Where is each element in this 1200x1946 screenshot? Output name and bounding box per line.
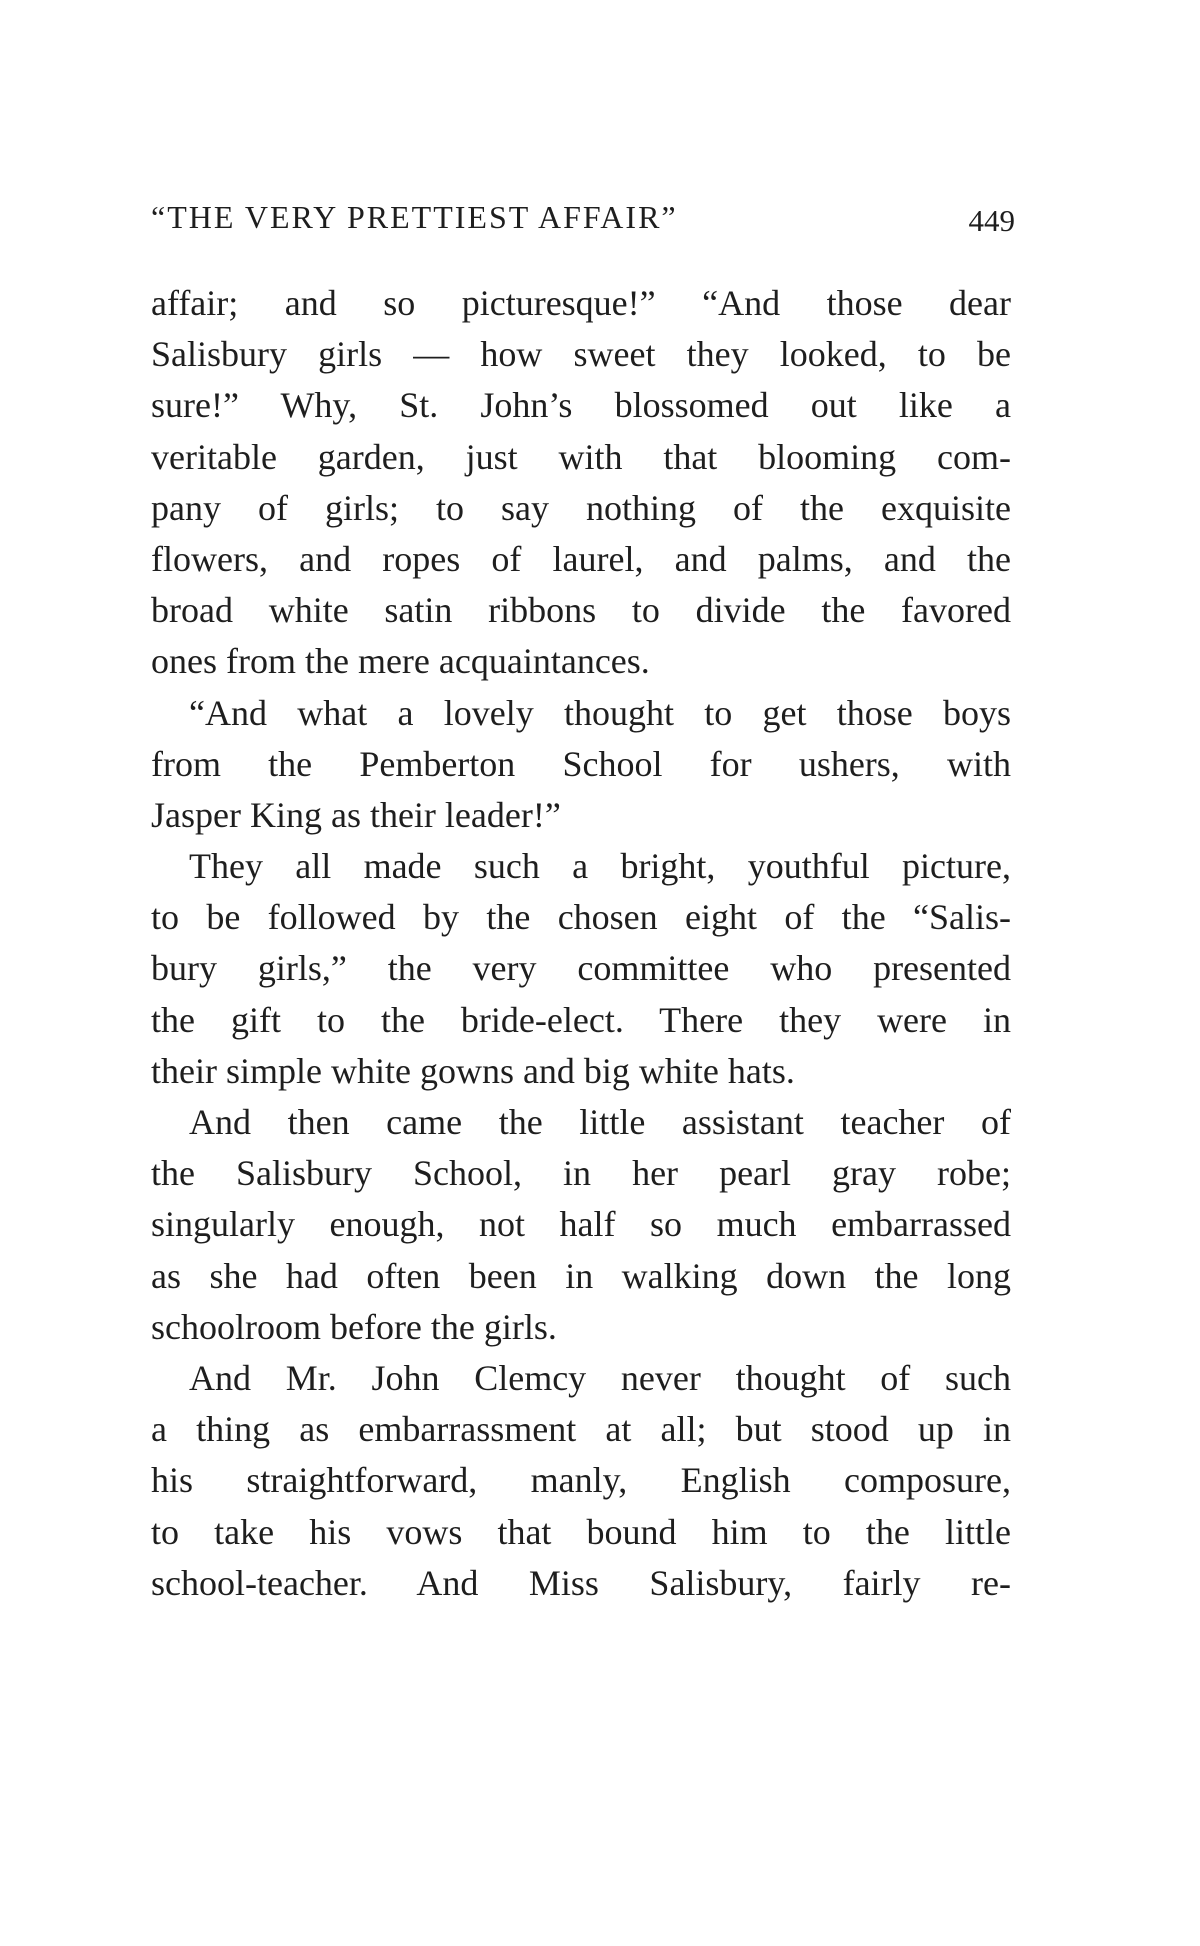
text-line: ones from the mere acquaintances. bbox=[151, 641, 650, 682]
text-line: “And what a lovely thought to get those boys bbox=[189, 692, 1011, 733]
text-line: affair; and so picturesque!” “And those dear bbox=[151, 283, 1011, 323]
text-line: the gift to the bride-elect. There they were in bbox=[151, 999, 1011, 1040]
text-line: from the Pemberton School for ushers, with bbox=[151, 743, 1011, 784]
text-line: sure!” Why, St. John’s blossomed out like a bbox=[151, 385, 1011, 426]
text-line: And then came the little assistant teacher of bbox=[189, 1102, 1011, 1142]
body-text bbox=[151, 278, 1011, 1609]
text-line: And Mr. John Clemcy never thought of such bbox=[189, 1357, 1011, 1398]
text-line: Salisbury girls — how sweet they looked, to be bbox=[151, 334, 1011, 375]
text-line: veritable garden, just with that blooming com- bbox=[151, 436, 1011, 477]
text-line: to be followed by the chosen eight of the “Salis- bbox=[151, 897, 1011, 938]
text-line: singularly enough, not half so much embarrassed bbox=[151, 1204, 1011, 1245]
text-line: bury girls,” the very committee who presented bbox=[151, 948, 1011, 989]
text-line: as she had often been in walking down the long bbox=[151, 1255, 1011, 1296]
text-line: school-teacher. And Miss Salisbury, fairly re- bbox=[151, 1562, 1011, 1603]
page-number: 449 bbox=[968, 203, 1015, 238]
text-line: Jasper King as their leader!” bbox=[151, 794, 561, 835]
text-line: a thing as embarrassment at all; but stood up in bbox=[151, 1409, 1011, 1450]
text-line: their simple white gowns and big white hats. bbox=[151, 1050, 795, 1091]
text-line: the Salisbury School, in her pearl gray robe; bbox=[151, 1153, 1011, 1194]
running-head bbox=[151, 193, 1015, 241]
text-line: They all made such a bright, youthful picture, bbox=[189, 846, 1011, 887]
text-line: pany of girls; to say nothing of the exquisite bbox=[151, 487, 1011, 528]
text-line: to take his vows that bound him to the little bbox=[151, 1511, 1011, 1552]
text-line: flowers, and ropes of laurel, and palms, and the bbox=[151, 538, 1011, 579]
text-line: broad white satin ribbons to divide the favored bbox=[151, 590, 1011, 631]
text-line: his straightforward, manly, English composure, bbox=[151, 1460, 1011, 1501]
text-line: schoolroom before the girls. bbox=[151, 1306, 557, 1347]
running-title: “THE VERY PRETTIEST AFFAIR” bbox=[151, 199, 678, 235]
